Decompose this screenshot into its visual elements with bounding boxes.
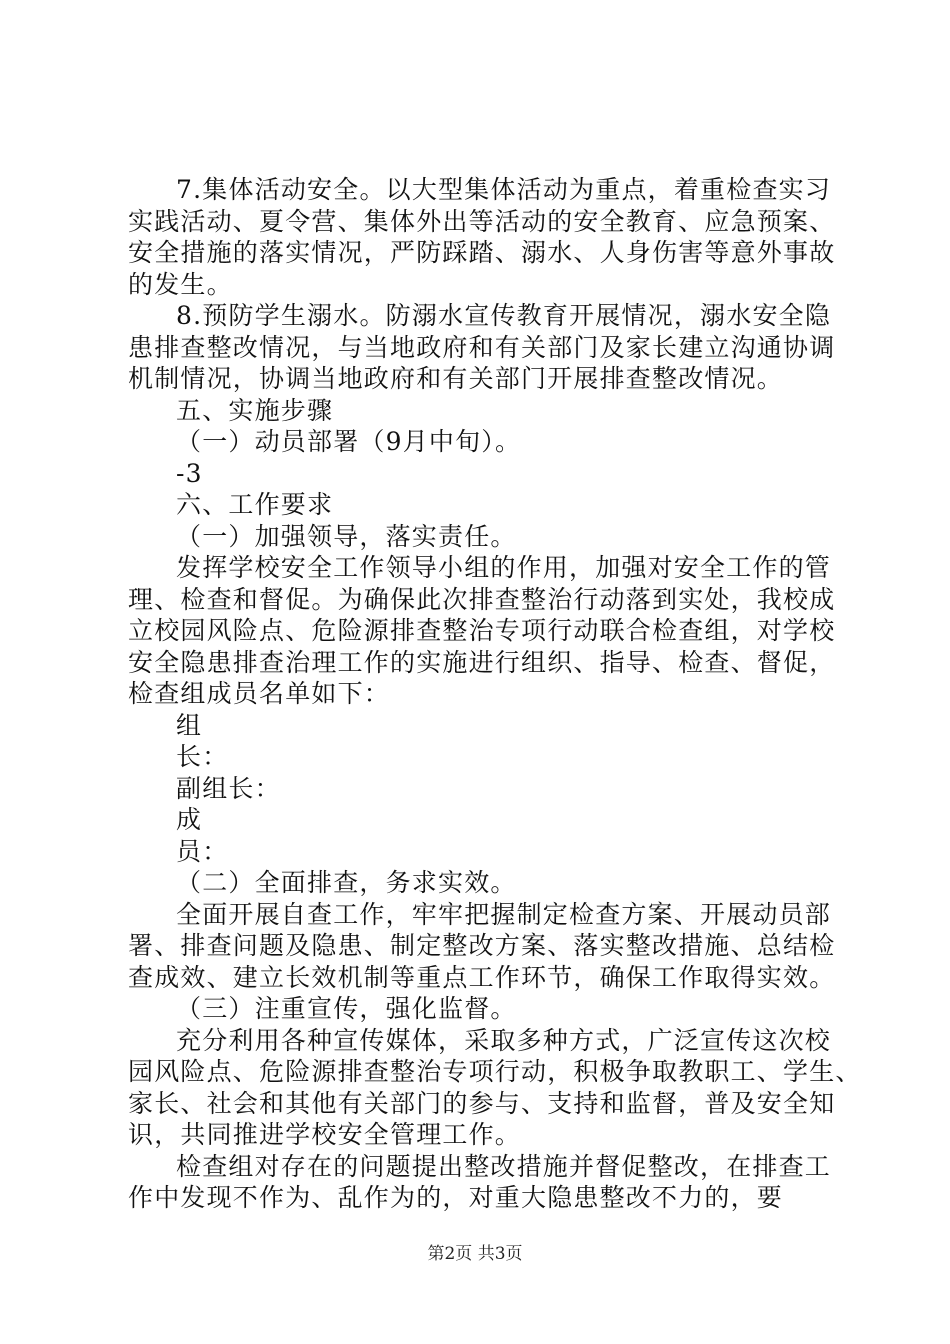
text-line: 机制情况，协调当地政府和有关部门开展排查整改情况。 bbox=[128, 364, 784, 393]
text-line: 理、检查和督促。为确保此次排查整治行动落到实处，我校成 bbox=[128, 585, 836, 614]
subsection-heading: （一）动员部署（9月中旬）。 bbox=[176, 427, 522, 456]
text-line: 署、排查问题及隐患、制定整改方案、落实整改措施、总结检 bbox=[128, 931, 836, 960]
text-line: 7.集体活动安全。以大型集体活动为重点，着重检查实习 bbox=[176, 175, 832, 204]
text-line: 患排查整改情况，与当地政府和有关部门及家长建立沟通协调 bbox=[128, 333, 836, 362]
text-line: 全面开展自查工作，牢牢把握制定检查方案、开展动员部 bbox=[176, 900, 832, 929]
text-line: 识，共同推进学校安全管理工作。 bbox=[128, 1120, 522, 1149]
text-line: 检查组对存在的问题提出整改措施并督促整改，在排查工 bbox=[176, 1152, 832, 1181]
text-line: 发挥学校安全工作领导小组的作用，加强对安全工作的管 bbox=[176, 553, 832, 582]
text-line: 安全措施的落实情况，严防踩踏、溺水、人身伤害等意外事故 bbox=[128, 238, 836, 267]
text-line: 园风险点、危险源排查整治专项行动，积极争取教职工、学生、 bbox=[128, 1057, 862, 1086]
text-line: -3 bbox=[176, 459, 203, 488]
text-line: 组 bbox=[176, 711, 203, 740]
subsection-heading: （二）全面排查，务求实效。 bbox=[176, 868, 517, 897]
text-line: 作中发现不作为、乱作为的，对重大隐患整改不力的，要 bbox=[128, 1183, 784, 1212]
text-line: 长： bbox=[176, 742, 229, 771]
text-line: 检查组成员名单如下： bbox=[128, 679, 391, 708]
subsection-heading: （三）注重宣传，强化监督。 bbox=[176, 994, 517, 1023]
text-line: 安全隐患排查治理工作的实施进行组织、指导、检查、督促， bbox=[128, 648, 836, 677]
text-line: 8.预防学生溺水。防溺水宣传教育开展情况，溺水安全隐 bbox=[176, 301, 832, 330]
text-line: 家长、社会和其他有关部门的参与、支持和监督，普及安全知 bbox=[128, 1089, 836, 1118]
text-line: 充分利用各种宣传媒体，采取多种方式，广泛宣传这次校 bbox=[176, 1026, 832, 1055]
text-line: 的发生。 bbox=[128, 270, 233, 299]
section-heading: 六、工作要求 bbox=[176, 490, 334, 519]
page-footer: 第2页 共3页 bbox=[427, 1244, 523, 1264]
text-line: 副组长： bbox=[176, 774, 281, 803]
subsection-heading: （一）加强领导，落实责任。 bbox=[176, 522, 517, 551]
text-line: 立校园风险点、危险源排查整治专项行动联合检查组，对学校 bbox=[128, 616, 836, 645]
text-line: 成 bbox=[176, 805, 203, 834]
text-line: 实践活动、夏令营、集体外出等活动的安全教育、应急预案、 bbox=[128, 207, 836, 236]
text-line: 员： bbox=[176, 837, 229, 866]
section-heading: 五、实施步骤 bbox=[176, 396, 334, 425]
text-line: 查成效、建立长效机制等重点工作环节，确保工作取得实效。 bbox=[128, 963, 836, 992]
